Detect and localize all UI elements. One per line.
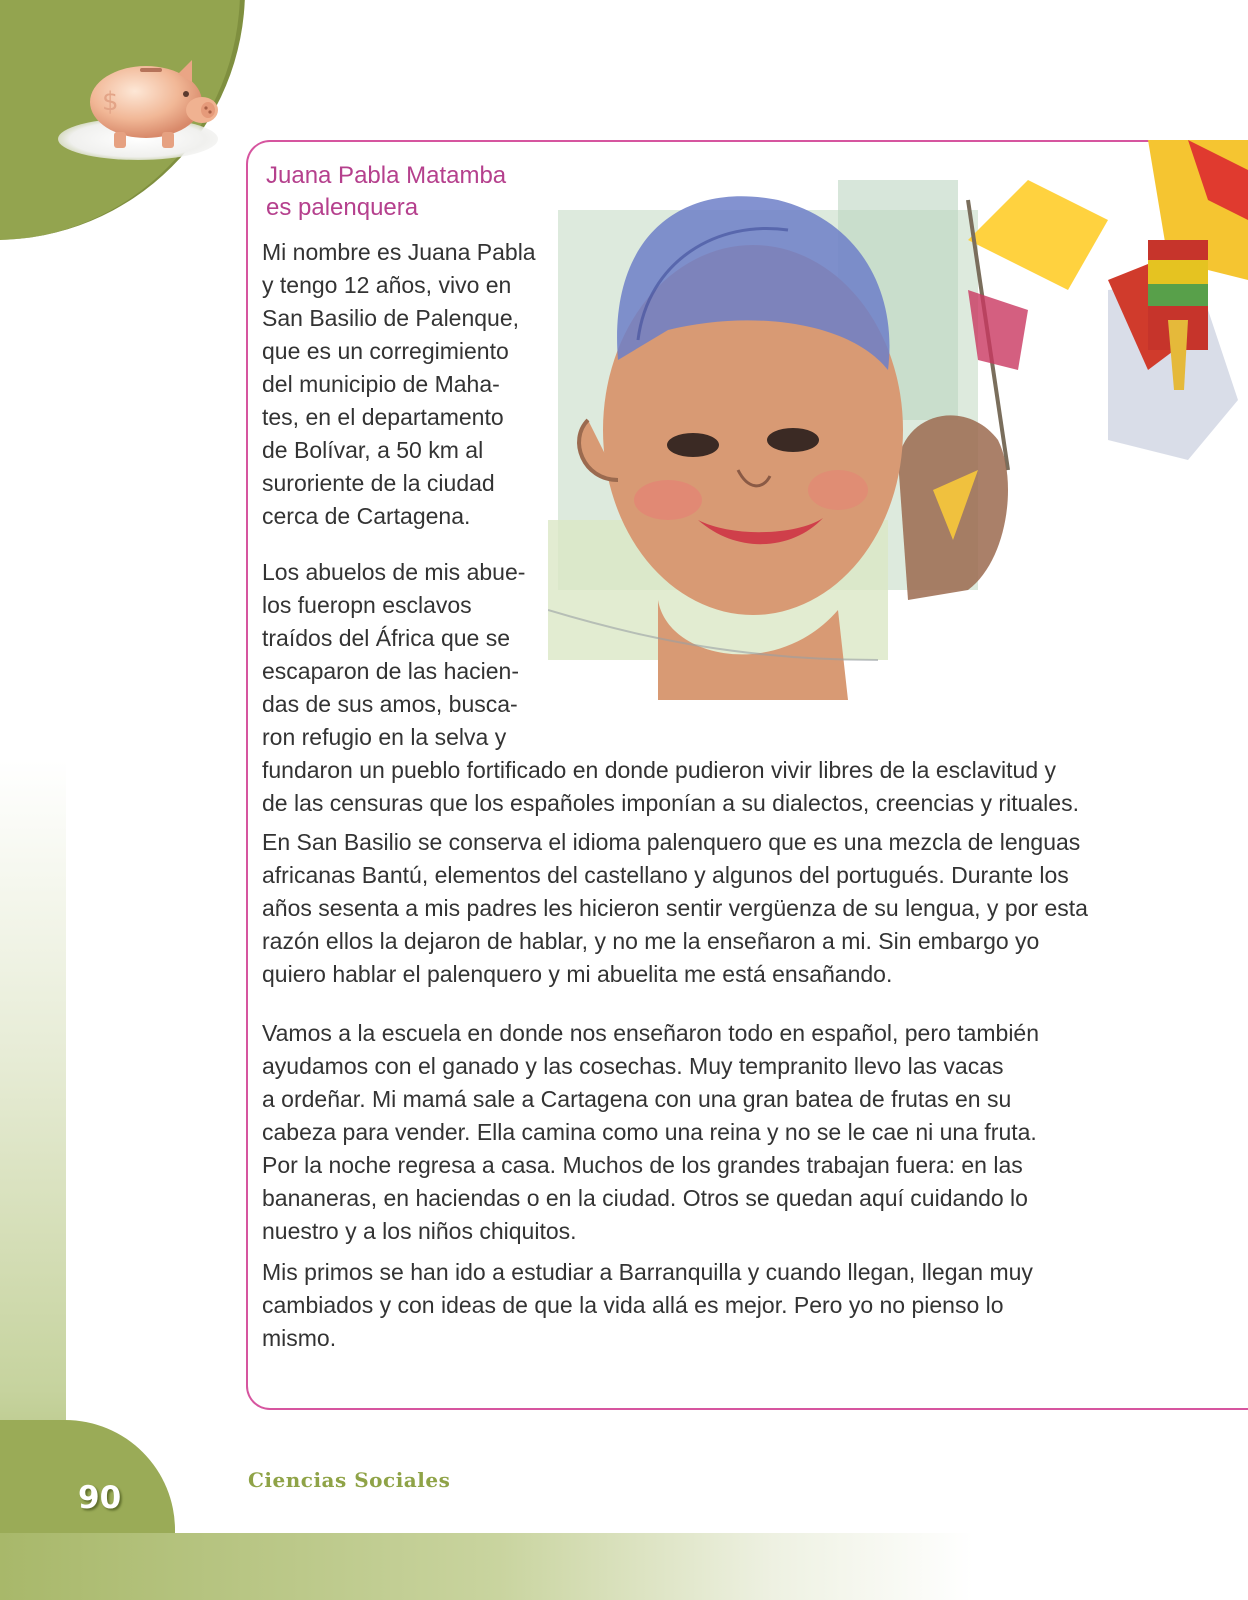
paragraph-intro: Mi nombre es Juana Pabla y tengo 12 años, vivo en San Basilio de Palenque, que es un corregimiento del municipio de Maha- tes, en el departamento de Bolívar, a 50 km al suroriente de la ciudad cerca de Cartagena. — [262, 239, 536, 529]
page-number: 90 — [78, 1480, 122, 1516]
paragraph-cousins: Mis primos se han ido a estudiar a Barranquilla y cuando llegan, llegan muy cambiados y con ideas de que la vida allá es mejor. Pero yo no pienso lo mismo. — [262, 1259, 1033, 1351]
paragraph-language: En San Basilio se conserva el idioma palenquero que es una mezcla de lenguas africanas Bantú, elementos del castellano y algunos del portugués. Durante los años sesenta a mis padres les hicieron sentir vergüenza de su lengua, y por esta razón ellos la dejaron de hablar, y no me la enseñaron a mi. Sin embargo yo quiero hablar el palenquero y mi abuelita me está ensañando. — [262, 829, 1088, 987]
footer-subject: Ciencias Sociales — [248, 1468, 451, 1492]
svg-text:$: $ — [102, 87, 119, 117]
paragraph-ancestors-start: Los abuelos de mis abue- los fueropn esclavos traídos del África que se escaparon de las hacien- das de sus amos, busca- ron refugio en la selva y — [262, 559, 526, 750]
bottom-gradient-strip — [0, 1533, 1248, 1600]
article-title: Juana Pabla Matamba es palenquera — [266, 162, 507, 221]
piggy-bank-icon — [74, 52, 234, 152]
paragraph-ancestors-end: fundaron un pueblo fortificado en donde pudieron vivir libres de la esclavitud y de las censuras que los españoles imponían a su dialectos, creencias y rituales. — [262, 757, 1079, 816]
paragraph-daily-life: Vamos a la escuela en donde nos enseñaron todo en español, pero también ayudamos con el ganado y las cosechas. Muy tempranito llevo las vacas a ordeñar. Mi mamá sale a Cartagena con una gran batea de frutas en su cabeza para vender. Ella camina como una reina y no se le cae ni una fruta. Por la noche regresa a casa. Muchos de los grandes trabajan fuera: en las bananeras, en haciendas o en la ciudad. Otros se quedan aquí cuidando lo nuestro y a los niños chiquitos. — [262, 1020, 1040, 1244]
page-number-tab — [0, 1420, 175, 1533]
illustration-palenquera-girl — [548, 140, 1248, 710]
